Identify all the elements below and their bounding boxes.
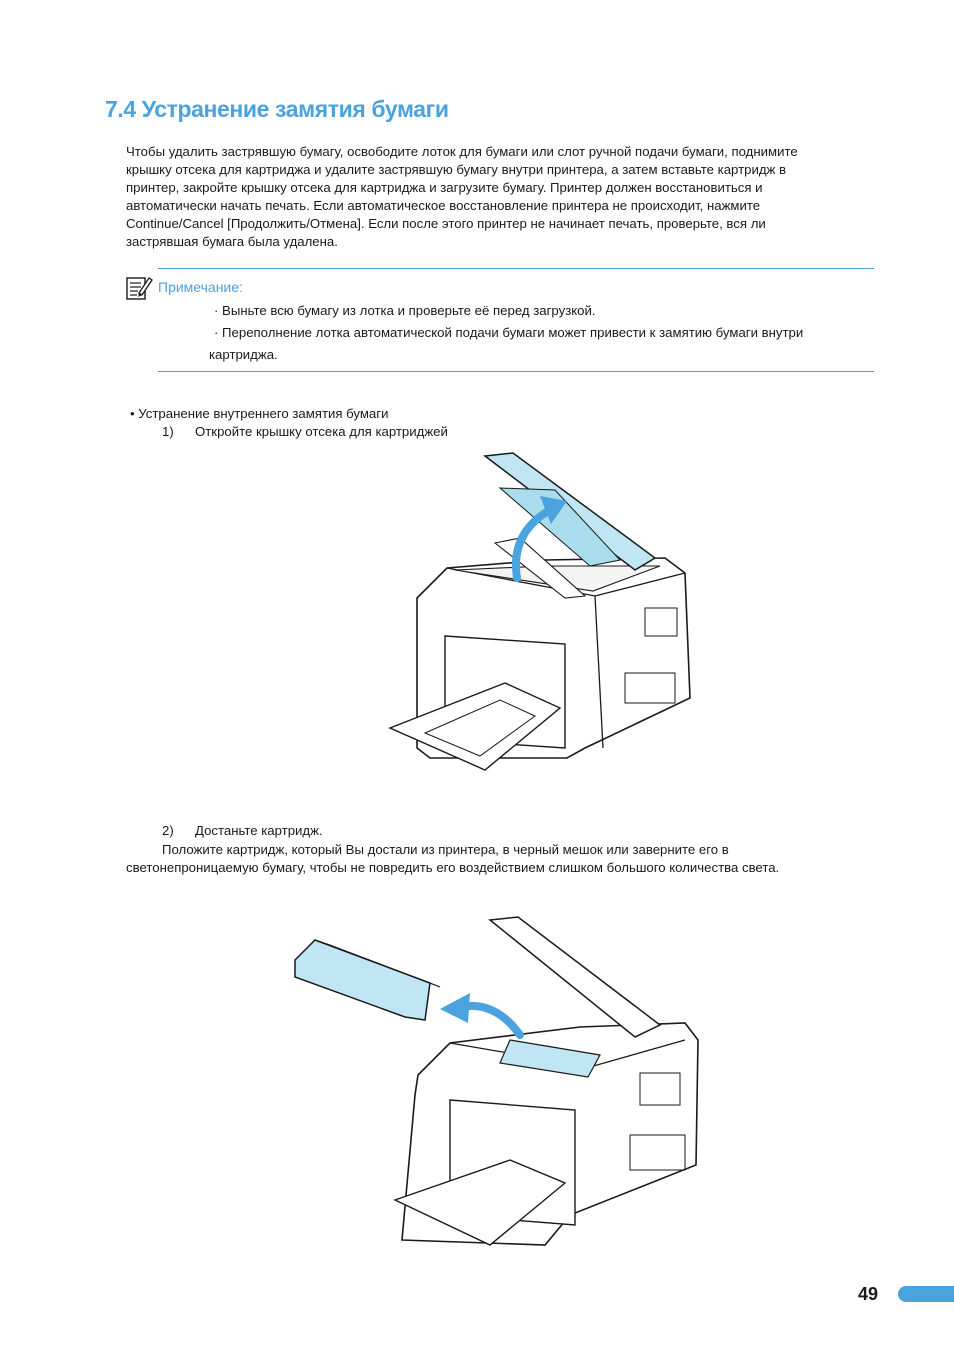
intro-line: застрявшая бумага была удалена. — [126, 234, 338, 249]
note-bottom-rule — [158, 371, 874, 372]
step-number: 1) — [162, 424, 174, 439]
note-item: · Переполнение лотка автоматической подачи бумаги может привести к замятию бумаги внутри — [214, 325, 804, 340]
step-number: 2) — [162, 823, 174, 838]
note-pencil-icon — [125, 274, 153, 302]
note-label: Примечание: — [158, 279, 243, 295]
note-top-rule — [158, 268, 874, 269]
step-text: Достаньте картридж. — [195, 823, 323, 838]
intro-line: Continue/Cancel [Продолжить/Отмена]. Если после этого принтер не начинает печать, проверьте, вся ли — [126, 216, 766, 231]
note-item: · Выньте всю бумагу из лотка и проверьте её перед загрузкой. — [214, 303, 596, 318]
intro-line: автоматически начать печать. Если автоматическое восстановление принтера не происходит, нажмите — [126, 198, 761, 213]
step-text: Откройте крышку отсека для картриджей — [195, 424, 448, 439]
intro-line: Чтобы удалить застрявшую бумагу, освободите лоток для бумаги или слот ручной подачи бумаги, поднимите — [126, 144, 798, 159]
cartridge-removal-illustration — [290, 915, 700, 1255]
step-detail: светонепроницаемую бумагу, чтобы не повредить его воздействием слишком большого количества света. — [126, 860, 780, 875]
printer-open-cover-illustration — [385, 448, 695, 783]
page-number-tab — [898, 1286, 954, 1302]
arrow-remove-icon — [460, 1006, 520, 1035]
intro-paragraph — [126, 143, 866, 251]
section-title: 7.4 Устранение замятия бумаги — [105, 96, 449, 122]
removed-cartridge — [295, 940, 430, 1020]
page-number: 49 — [858, 1284, 879, 1304]
intro-line: крышку отсека для картриджа и удалите застрявшую бумагу внутри принтера, а затем вставьте картридж в — [126, 162, 787, 177]
subsection-bullet: • Устранение внутреннего замятия бумаги — [130, 406, 389, 421]
intro-line: принтер, закройте крышку отсека для картриджа и загрузите бумагу. Принтер должен восстановиться и — [126, 180, 763, 195]
step-detail: Положите картридж, который Вы достали из принтера, в черный мешок или заверните его в — [162, 842, 729, 857]
note-item-continuation: картриджа. — [209, 347, 278, 362]
